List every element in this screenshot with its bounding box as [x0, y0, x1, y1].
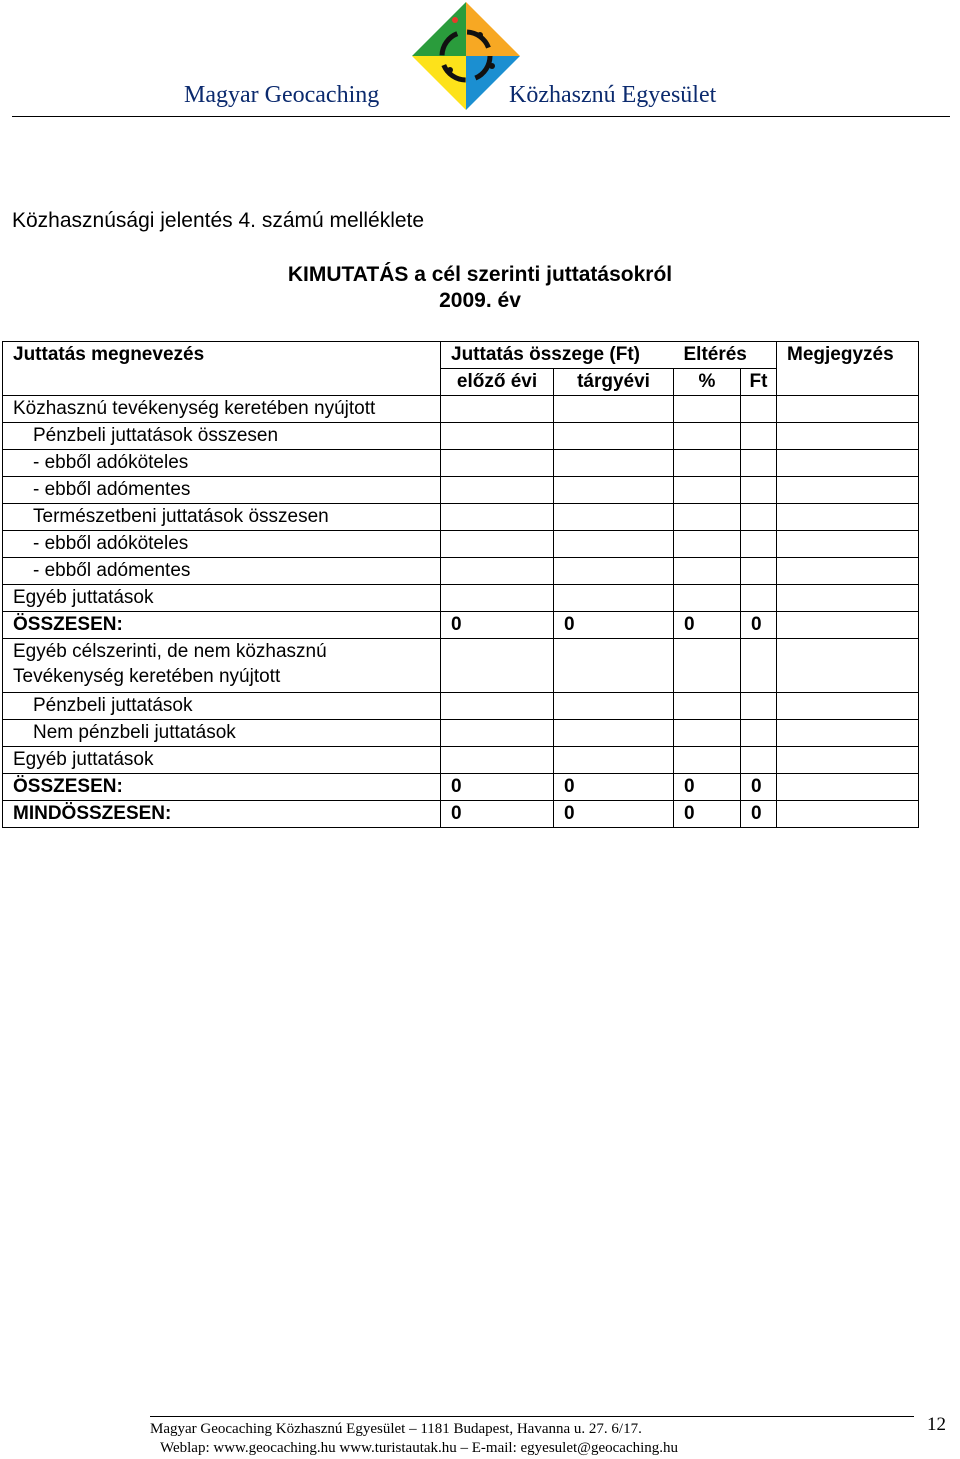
- table-row: Természetbeni juttatások összesen: [3, 504, 919, 531]
- footer-contact: Weblap: www.geocaching.hu www.turistautak.hu – E-mail: egyesulet@geocaching.hu: [160, 1440, 679, 1456]
- document-year: 2009. év: [439, 289, 521, 312]
- sub-header-ft: Ft: [741, 369, 777, 396]
- header-divider: [12, 116, 950, 117]
- table-total-row: ÖSSZESEN: 0 0 0 0: [3, 612, 919, 639]
- footer-address: Magyar Geocaching Közhasznú Egyesület – 1181 Budapest, Havanna u. 27. 6/17.: [150, 1421, 642, 1437]
- table-row: Közhasznú tevékenység keretében nyújtott: [3, 396, 919, 423]
- footer-divider: [150, 1416, 914, 1417]
- col-header-name: Juttatás megnevezés: [3, 342, 441, 369]
- table-row: - ebből adóköteles: [3, 531, 919, 558]
- document-subtitle: Közhasznúsági jelentés 4. számú melléklete: [12, 209, 425, 232]
- table-row: - ebből adóköteles: [3, 450, 919, 477]
- table-row: Egyéb célszerinti, de nem közhasznú Tevékenység keretében nyújtott: [3, 639, 919, 693]
- header-org-name: Magyar Geocaching: [184, 82, 380, 108]
- table-row: Egyéb juttatások: [3, 747, 919, 774]
- table-header-row: [3, 342, 919, 369]
- benefits-table: [2, 341, 919, 828]
- table-row: - ebből adómentes: [3, 477, 919, 504]
- document-title: KIMUTATÁS a cél szerinti juttatásokról: [287, 263, 673, 286]
- table-row: Pénzbeli juttatások: [3, 693, 919, 720]
- col-header-amount: Juttatás összege (Ft): [441, 342, 674, 369]
- col-header-note: Megjegyzés: [777, 342, 919, 369]
- table-total-row: ÖSSZESEN: 0 0 0 0: [3, 774, 919, 801]
- sub-header-pct: %: [674, 369, 741, 396]
- sub-header-prev: előző évi: [441, 369, 554, 396]
- table-subheader-row: [3, 369, 919, 396]
- organization-logo: [410, 0, 522, 112]
- header-org-type: Közhasznú Egyesület: [509, 82, 717, 108]
- page-number: 12: [927, 1414, 946, 1435]
- table-row: Pénzbeli juttatások összesen: [3, 423, 919, 450]
- table-row: - ebből adómentes: [3, 558, 919, 585]
- sub-header-curr: tárgyévi: [554, 369, 674, 396]
- table-row: Nem pénzbeli juttatások: [3, 720, 919, 747]
- table-row: Egyéb juttatások: [3, 585, 919, 612]
- table-grand-total-row: MINDÖSSZESEN: 0 0 0 0: [3, 801, 919, 828]
- col-header-diff: Eltérés: [674, 342, 777, 369]
